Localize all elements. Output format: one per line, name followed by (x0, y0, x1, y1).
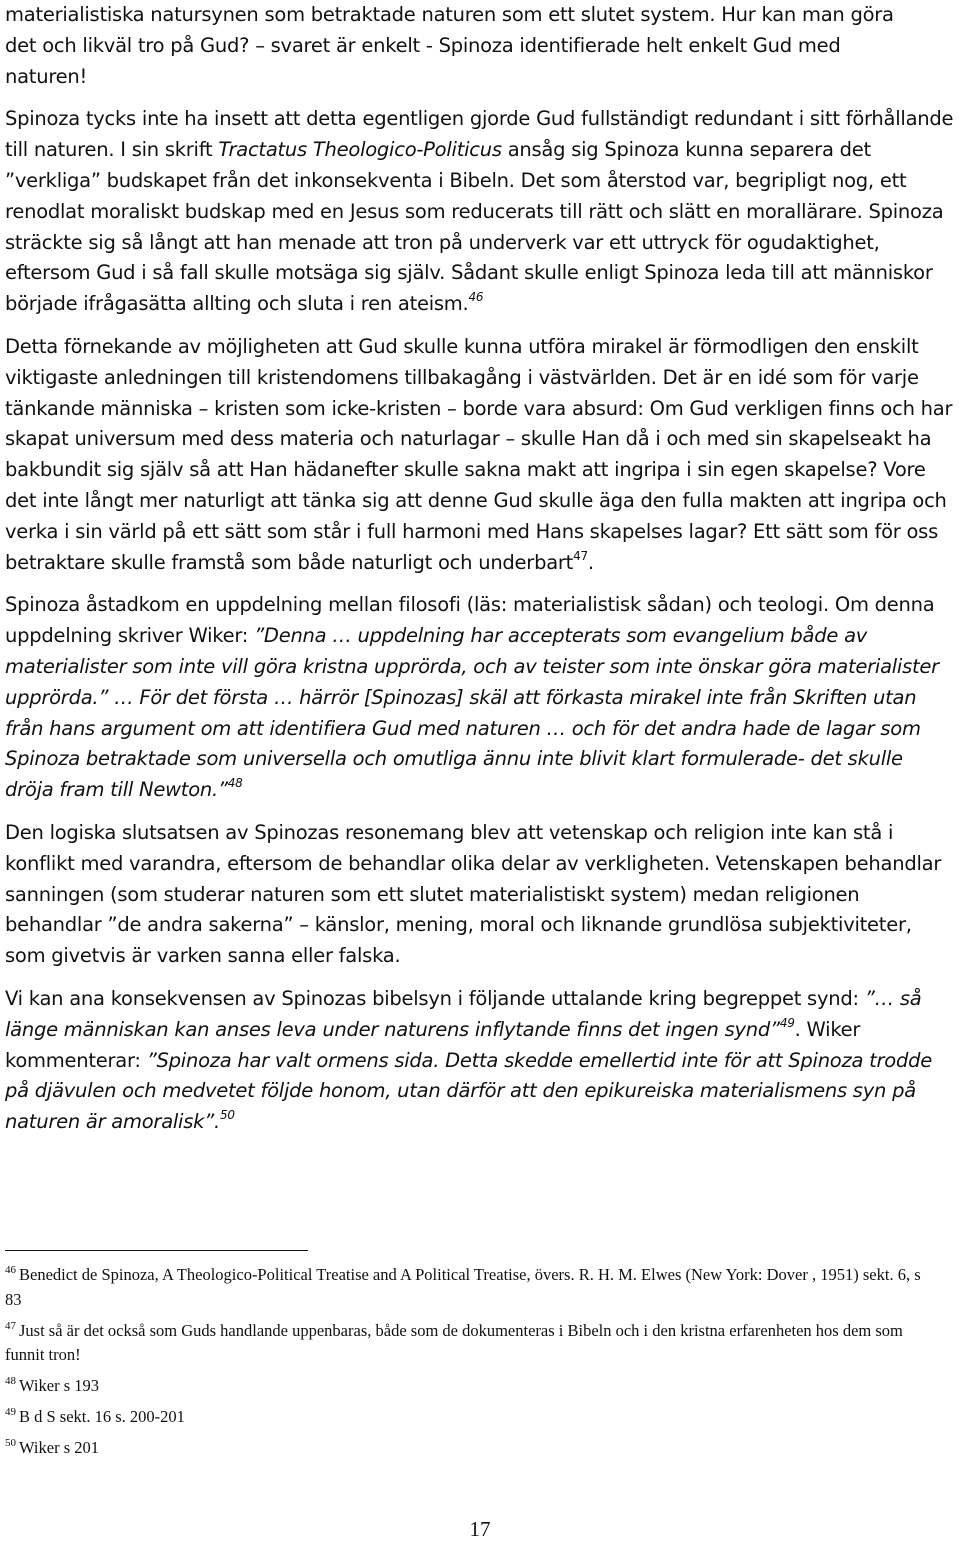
footnote-text: B d S sekt. 16 s. 200-201 (19, 1406, 185, 1426)
paragraph-1 (5, 0, 957, 92)
book-title: Tractatus Theologico-Politicus (218, 138, 502, 162)
footnote-number: 50 (5, 1436, 16, 1449)
footnote-ref-48[interactable]: 48 (227, 776, 243, 791)
body-text (5, 0, 957, 1150)
paragraph-text: ansåg sig Spinoza kunna separera det ”verkliga” budskapet från det inkonsekventa i Bibeln. Det som återstod var, begripligt nog, ett renodlat moraliskt budskap med en Jesus som reducerats till rätt och slätt en morallärare. Spinoza sträckte sig så långt att han menade att tron på underverk var ett uttryck för ogudaktighet, eftersom Gud i så fall skulle motsäga sig själv. Sådant skulle enligt Spinoza leda till att människor började ifrågasätta allting och sluta i ren ateism. (5, 138, 944, 316)
paragraph-line: materialistiska natursynen som betraktade naturen som ett slutet system. Hur kan man göra (5, 3, 894, 26)
quote: ”Denna … uppdelning har accepterats som evangelium både av materialister som inte vill göra kristna upprörda, och av teister som inte önskar göra materialister upprörda.” … För det första … härrör [Spinozas] skäl att förkasta mirakel inte från Skriften utan från hans argument om att identifiera Gud med naturen … och för det andra hade de lagar som Spinoza betraktade som universella och omutliga ännu inte blivit klart formulerade- det skulle dröja fram till Newton.” (5, 624, 939, 802)
paragraph-2 (5, 104, 957, 320)
footnote-divider (5, 1250, 308, 1251)
paragraph-5 (5, 818, 957, 972)
quote: ”Spinoza har valt ormens sida. Detta skedde emellertid inte för att Spinoza trodde på djävulen och medvetet följde honom, utan därför att den epikureiska materialismens syn på naturen är amoralisk”. (5, 1048, 932, 1134)
footnote-number: 47 (5, 1319, 16, 1332)
footnote-ref-46[interactable]: 46 (468, 290, 484, 305)
paragraph-text: Spinoza åstadkom en uppdelning mellan filosofi (läs: materialistisk sådan) och teologi. Om denna uppdelning skriver Wiker: (5, 593, 935, 648)
footnote-ref-47[interactable]: 47 (573, 548, 588, 563)
footnote-number: 46 (5, 1264, 16, 1276)
paragraph-6 (5, 984, 957, 1138)
footnote-text: Just så är det också som Guds handlande uppenbaras, både som de dokumenteras i Bibeln och i den kristna erfarenheten hos dem som funnit tron! (5, 1320, 903, 1365)
footnote-number: 48 (5, 1375, 16, 1388)
footnote-47 (5, 1319, 935, 1369)
footnote-ref-50[interactable]: 50 (219, 1108, 235, 1123)
paragraph-3 (5, 332, 957, 578)
footnote-number: 49 (5, 1405, 16, 1418)
footnote-ref-49[interactable]: 49 (779, 1015, 795, 1030)
footnote-text: Wiker s 193 (19, 1376, 99, 1396)
paragraph-line: naturen! (5, 64, 88, 88)
paragraph-text: . Wiker kommenterar: (5, 1017, 861, 1072)
paragraph-text: Spinoza tycks inte ha insett att detta egentligen gjorde Gud fullständigt redundant i sitt förhållande till naturen. I sin skrift (5, 107, 954, 162)
page-number: 17 (469, 1517, 491, 1541)
footnote-46 (5, 1263, 935, 1313)
paragraph-4 (5, 590, 957, 806)
footnotes (5, 1263, 935, 1467)
footnote-text: Wiker s 201 (19, 1437, 99, 1457)
paragraph-line: det och likväl tro på Gud? – svaret är enkelt - Spinoza identifierade helt enkelt Gud med (5, 33, 841, 57)
footnote-text: Benedict de Spinoza, A Theologico-Political Treatise and A Political Treatise, övers. R. H. M. Elwes (New York: Dover , 1951) sekt. 6, s 83 (5, 1265, 921, 1309)
paragraph-text: Detta förnekande av möjligheten att Gud skulle kunna utföra mirakel är förmodligen den enskilt viktigaste anledningen till kristendomens tillbakagång i västvärlden. Det är en idé som för varje tänkande människa – kristen som icke-kristen – borde vara absurd: Om Gud verkligen finns och har skapat universum med dess materia och naturlagar – skulle Han då i och med sin skapelseakt ha bakbundit sig själv så att Han hädanefter skulle sakna makt att ingripa i sin egen skapelse? Vore det inte långt mer naturligt att tänka sig att denne Gud skulle äga den fulla makten att ingripa och verka i sin värld på ett sätt som står i full harmoni med Hans skapelses lagar? Ett sätt som för oss betraktare skulle framstå som både naturligt och underbart (5, 334, 953, 574)
paragraph-text: Den logiska slutsatsen av Spinozas resonemang blev att vetenskap och religion inte kan stå i konflikt med varandra, eftersom de behandlar olika delar av verkligheten. Vetenskapen behandlar sanningen (som studerar naturen som ett slutet materialistiskt system) medan religionen behandlar ”de andra sakerna” – känslor, mening, moral och liknande grundlösa subjektiviteter, som givetvis är varken sanna eller falska. (5, 820, 942, 968)
paragraph-text: . (587, 550, 594, 574)
quote: ”… så länge människan kan anses leva under naturens inflytande finns det ingen synd” (5, 986, 922, 1041)
paragraph-text: Vi kan ana konsekvensen av Spinozas bibelsyn i följande uttalande kring begreppet synd: (5, 986, 865, 1010)
footnote-49 (5, 1405, 935, 1430)
footnote-50 (5, 1436, 935, 1461)
footnote-48 (5, 1374, 935, 1399)
